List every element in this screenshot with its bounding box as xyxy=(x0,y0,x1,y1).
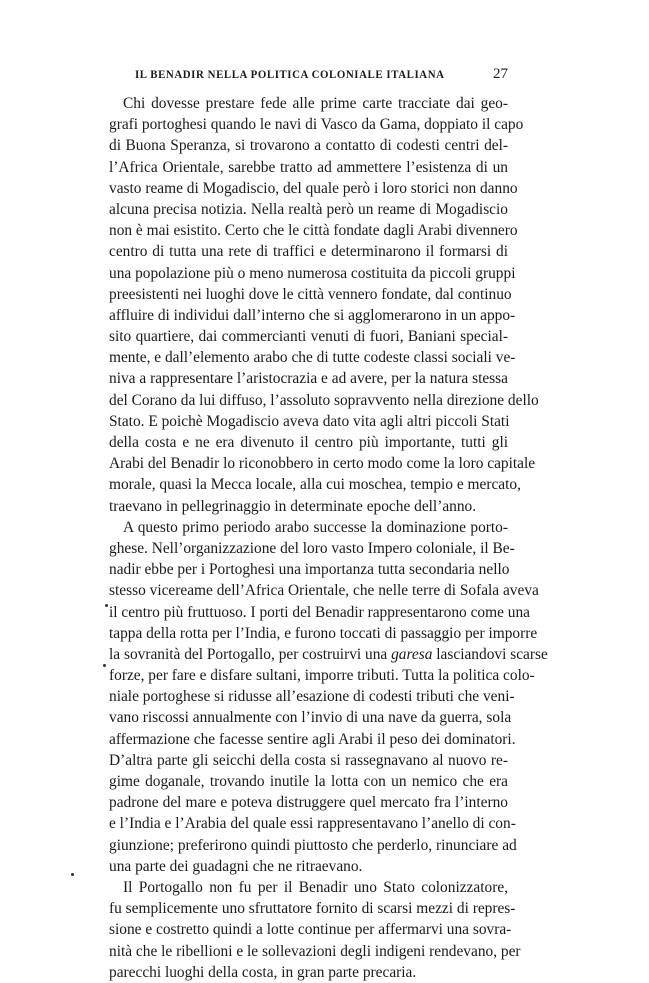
text-line: una popolazione più o meno numerosa costituita da piccoli gruppi xyxy=(109,264,516,282)
page-number: 27 xyxy=(493,66,508,82)
running-title: IL BENADIR NELLA POLITICA COLONIALE ITALIANA xyxy=(135,69,445,81)
text-line: l’Africa Orientale, sarebbe tratto ad ammettere l’esistenza di un xyxy=(109,158,508,176)
text-line: una parte dei guadagni che ne ritraevano. xyxy=(109,857,363,875)
text-line: la sovranità del Portogallo, per costruirvi una garesa lasciandovi scarse xyxy=(109,645,548,663)
page-header xyxy=(108,66,508,86)
text-line: stesso vicereame dell’Africa Orientale, che nelle terre di Sofala aveva xyxy=(109,582,539,600)
text-line: morale, quasi la Mecca locale, alla cui moschea, tempio e mercato, xyxy=(109,476,521,494)
print-speck xyxy=(105,604,108,607)
text-line: di Buona Speranza, si trovarono a contatto di codesti centri del- xyxy=(109,137,508,155)
text-line: gime doganale, trovando inutile la lotta con un nemico che era xyxy=(109,773,508,790)
text-line: mente, e dall’elemento arabo che di tutte codeste classi sociali ve- xyxy=(109,349,516,367)
print-speck xyxy=(103,664,106,667)
text-line: del Corano da lui diffuso, l’assoluto sopravvento nella direzione dello xyxy=(109,391,539,409)
text-line: centro di tutta una rete di traffici e determinarono il formarsi di xyxy=(109,243,508,261)
text-line: ghese. Nell’organizzazione del loro vasto Impero coloniale, il Be- xyxy=(109,539,515,557)
text-line: giunzione; preferirono quindi piuttosto che perderlo, rinunciare ad xyxy=(109,836,517,854)
text-line: traevano in pellegrinaggio in determinate epoche dell’anno. xyxy=(109,497,477,515)
text-line: vasto reame di Mogadiscio, del quale però i loro storici non danno xyxy=(109,179,518,197)
text-line: forze, per fare e disfare sultani, imporre tributi. Tutta la politica colo- xyxy=(109,667,535,685)
text-line: e l’India e l’Arabia del quale essi rappresentavano l’anello di con- xyxy=(109,815,516,833)
paragraph xyxy=(109,93,539,517)
text-line: Il Portogallo non fu per il Benadir uno Stato colonizzatore, xyxy=(123,878,508,896)
text-line: affermazione che facesse sentire agli Arabi il peso dei dominatori. xyxy=(109,730,516,748)
text-line: nadir ebbe per i Portoghesi una importanza tutta secondaria nello xyxy=(109,561,510,579)
text-line: sione e costretto quindi a lotte continue per affermarvi una sovra- xyxy=(109,921,512,939)
text-line: della costa e ne era divenuto il centro più importante, tutti gli xyxy=(109,434,508,451)
paragraph-container xyxy=(109,93,548,983)
body-text xyxy=(109,93,548,983)
text-line: Stato. E poichè Mogadiscio aveva dato vita agli altri piccoli Stati xyxy=(109,412,510,430)
text-line: grafi portoghesi quando le navi di Vasco da Gama, doppiato il capo xyxy=(109,116,524,134)
print-speck xyxy=(71,873,74,876)
paragraph xyxy=(109,877,521,983)
text-line: niva a rappresentare l’aristocrazia e ad avere, per la natura stessa xyxy=(109,370,508,388)
text-line: niale portoghese si ridusse all’esazione di codesti tributi che veni- xyxy=(109,688,515,706)
text-line: fu semplicemente uno sfruttatore fornito di scarsi mezzi di repres- xyxy=(109,900,516,918)
text-line: parecchi luoghi della costa, in gran parte precaria. xyxy=(109,963,417,981)
text-line: Chi dovesse prestare fede alle prime carte tracciate dai geo- xyxy=(123,95,508,112)
text-line: preesistenti nei luoghi dove le città vennero fondate, dal continuo xyxy=(109,285,512,303)
text-line: vano riscossi annualmente con l’invio di una nave da guerra, sola xyxy=(109,709,512,727)
italic-term: garesa xyxy=(391,645,433,663)
text-line: nità che le ribellioni e le sollevazioni degli indigeni rendevano, per xyxy=(109,942,521,960)
text-line: non è mai esistito. Certo che le città fondate dagli Arabi divennero xyxy=(109,222,518,240)
text-line: Arabi del Benadir lo riconobbero in certo modo come la loro capitale xyxy=(109,455,536,473)
text-line: sito quartiere, dai commercianti venuti di fuori, Baniani special- xyxy=(109,328,508,346)
text-line: padrone del mare e poteva distruggere quel mercato fra l’interno xyxy=(109,794,508,812)
paragraph xyxy=(109,517,548,877)
text-line: il centro più fruttuoso. I porti del Benadir rappresentarono come una xyxy=(109,603,530,621)
text-line: tappa della rotta per l’India, e furono toccati di passaggio per imporre xyxy=(109,624,538,642)
text-line: alcuna precisa notizia. Nella realtà però un reame di Mogadiscio xyxy=(109,200,508,218)
text-line: affluire di individui dall’interno che si agglomerarono in un appo- xyxy=(109,306,516,324)
text-line: A questo primo periodo arabo successe la dominazione porto- xyxy=(123,518,508,536)
text-line: D’altra parte gli seicchi della costa si rassegnavano al nuovo re- xyxy=(109,751,508,769)
